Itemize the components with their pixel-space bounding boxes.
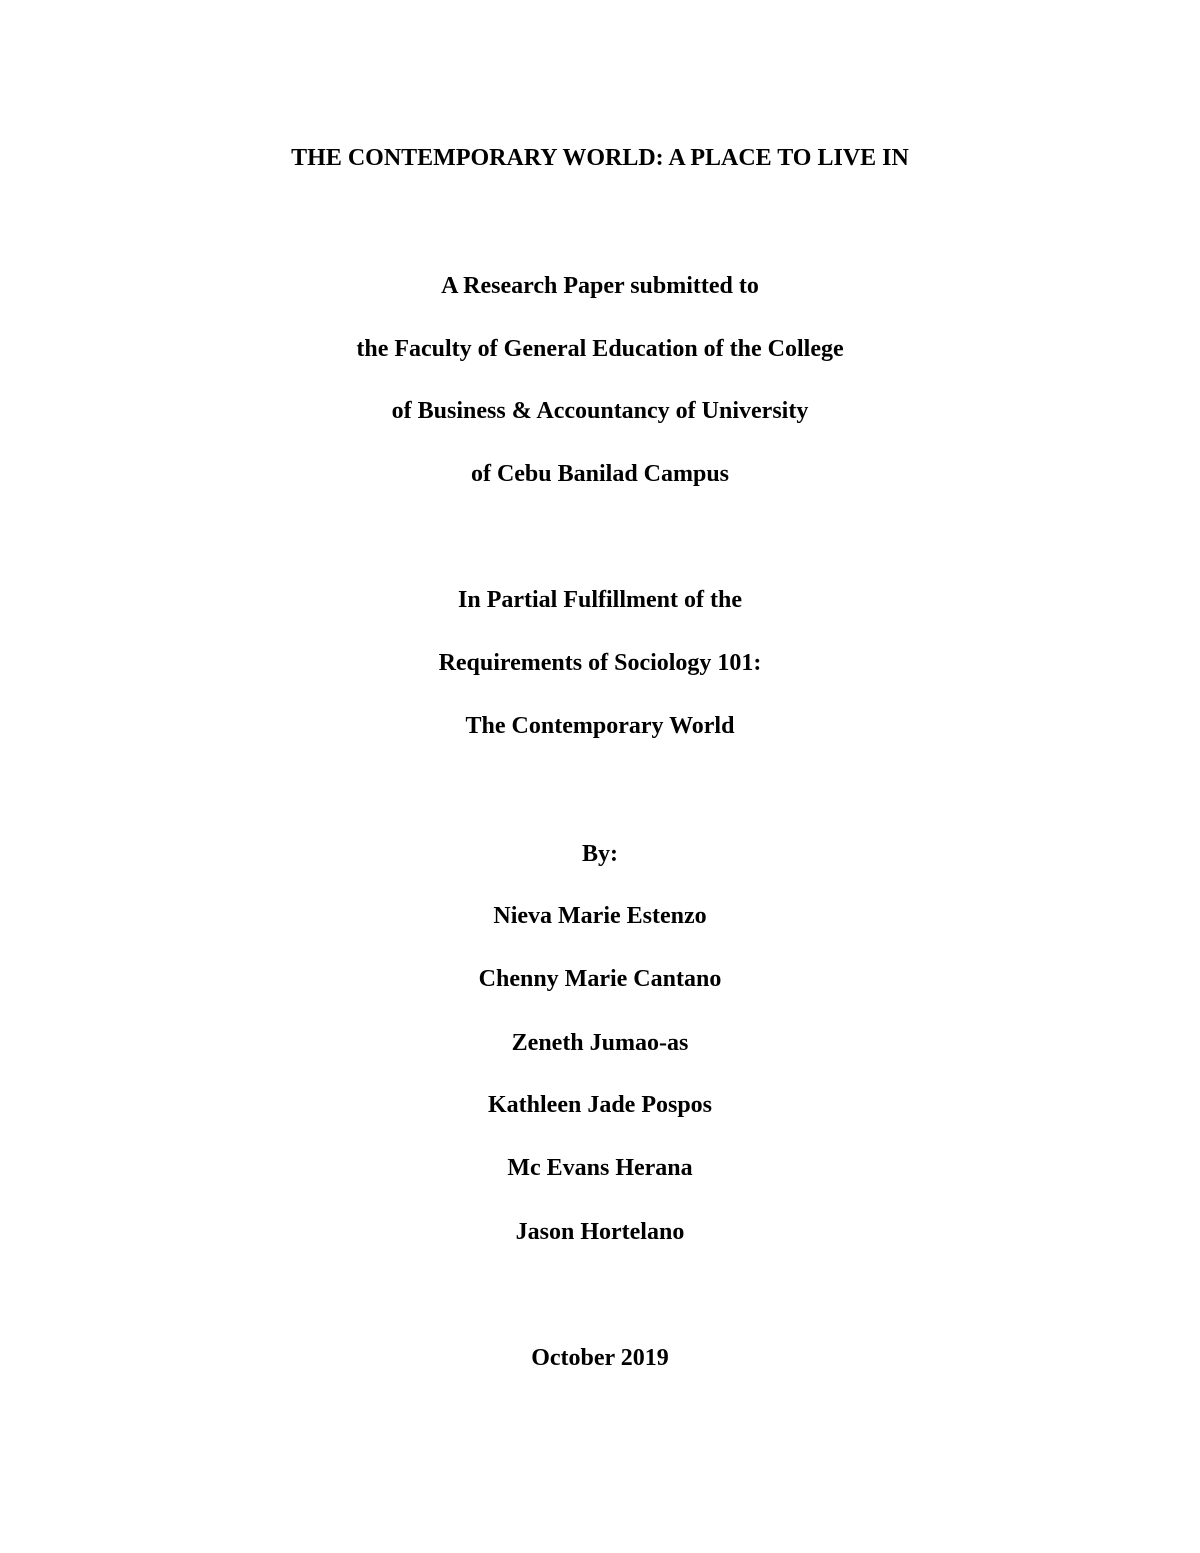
- submission-line-1: A Research Paper submitted to: [441, 273, 759, 299]
- fulfillment-line-3: The Contemporary World: [465, 713, 735, 739]
- author-name-1: Nieva Marie Estenzo: [493, 903, 707, 929]
- authors-label: By:: [582, 841, 618, 867]
- paper-title: THE CONTEMPORARY WORLD: A PLACE TO LIVE IN: [291, 145, 909, 171]
- submission-line-3: of Business & Accountancy of University: [391, 398, 809, 424]
- fulfillment-line-2: Requirements of Sociology 101:: [438, 650, 762, 676]
- author-name-6: Jason Hortelano: [515, 1219, 685, 1245]
- fulfillment-line-1: In Partial Fulfillment of the: [458, 587, 742, 613]
- author-name-4: Kathleen Jade Pospos: [487, 1092, 712, 1118]
- author-name-3: Zeneth Jumao-as: [511, 1030, 689, 1056]
- author-name-2: Chenny Marie Cantano: [478, 966, 722, 992]
- submission-line-2: the Faculty of General Education of the College: [356, 336, 844, 362]
- submission-line-4: of Cebu Banilad Campus: [470, 461, 730, 487]
- author-name-5: Mc Evans Herana: [507, 1155, 693, 1181]
- submission-date: October 2019: [531, 1345, 669, 1371]
